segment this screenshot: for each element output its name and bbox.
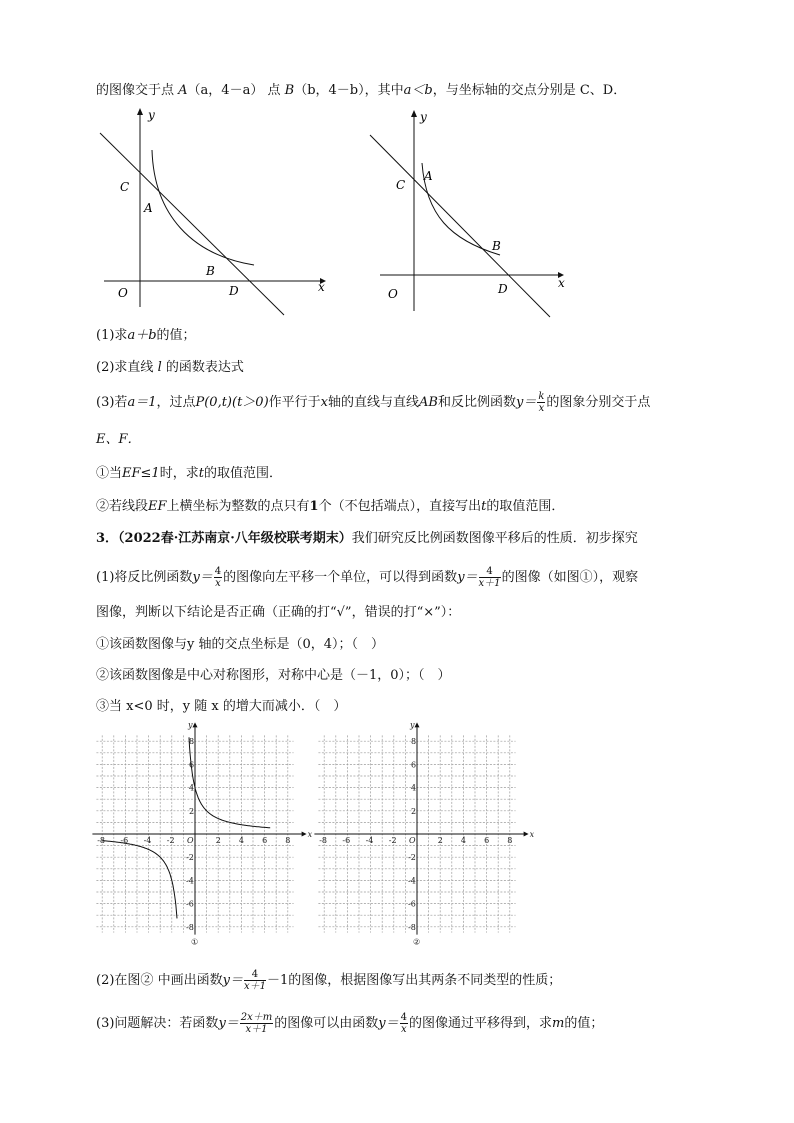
math-expr: a＝1 — [127, 395, 157, 410]
y-tick-label: -2 — [186, 853, 194, 863]
part-text: 的函数表达式 — [165, 360, 244, 375]
x-tick-label: 4 — [238, 836, 244, 845]
math-expr: y＝ — [378, 1016, 399, 1031]
math-expr: EF — [148, 499, 167, 514]
math-expr: 1 — [309, 499, 319, 514]
y-tick-label: 8 — [189, 737, 195, 747]
fraction — [400, 1012, 408, 1035]
x-arrow — [524, 832, 529, 837]
part-text: 的图像，根据图像写出其两条不同类型的性质； — [288, 973, 562, 988]
x-arrow — [302, 832, 307, 837]
math-expr: y＝ — [222, 973, 243, 988]
y-arrow — [411, 110, 417, 117]
part-text: 轴的直线与直线 — [328, 395, 420, 410]
part-text: 的图像通过平移得到，求 — [409, 1016, 553, 1031]
fraction — [214, 566, 222, 589]
part-text: ，过点 — [156, 395, 196, 410]
figure-caption: ② — [413, 937, 421, 947]
point-a-label: A — [144, 201, 153, 215]
q3-part3 — [96, 1012, 603, 1035]
math-expr: t — [481, 499, 487, 514]
condition-text: a＜b — [403, 83, 433, 98]
math-expr: EF≤1 — [122, 466, 160, 481]
y-tick-label: -6 — [186, 899, 194, 909]
fraction — [244, 969, 266, 992]
q2-part3 — [96, 391, 650, 414]
intro-text: ，与坐标轴的交点分别是 C、D． — [432, 83, 627, 98]
q3-part2 — [96, 969, 561, 992]
part-text: 中画出函数 — [157, 973, 223, 988]
fraction-numerator: 4 — [479, 566, 501, 578]
statement-text: ①该函数图像与y 轴的交点坐标是（0，4）；（ ） — [96, 637, 385, 652]
q3-part1 — [96, 566, 638, 589]
part-text: 求 — [114, 328, 128, 343]
math-expr: m — [552, 1016, 565, 1031]
math-expr: AB — [419, 395, 438, 410]
part-number: (1) — [96, 328, 115, 343]
part-text: 将反比例函数 — [114, 570, 193, 585]
y-arrow — [193, 722, 198, 727]
q3-statement-1 — [96, 636, 384, 654]
origin-label: O — [187, 836, 194, 845]
x-tick-label: 8 — [285, 836, 291, 845]
math-expr: t — [198, 466, 204, 481]
part-text: ②若线段 — [96, 499, 149, 514]
part-text: 作平行于 — [268, 395, 321, 410]
origin-label: O — [409, 836, 416, 845]
y-arrow — [137, 108, 143, 115]
question-title: 我们研究反比例函数图像平移后的性质．初步探究 — [351, 531, 638, 546]
figure-right — [360, 105, 580, 320]
q2-part1 — [96, 327, 196, 345]
x-tick-label: -2 — [166, 836, 175, 845]
y-axis-label: y — [410, 720, 415, 730]
point-c-label: C — [120, 180, 130, 194]
part-number: (3) — [96, 395, 115, 410]
origin-label: O — [388, 287, 398, 301]
y-tick-label: 2 — [411, 806, 417, 816]
intro-line — [96, 82, 626, 100]
part-text: 的图象分别交于点 — [546, 395, 651, 410]
y-tick-label: -6 — [408, 899, 416, 909]
x-axis-label: x — [558, 276, 565, 290]
y-tick-label: 4 — [411, 783, 417, 793]
x-tick-label: 6 — [262, 836, 268, 845]
fraction-denominator: x＋1 — [245, 1024, 268, 1035]
x-tick-label: 6 — [484, 836, 490, 845]
fraction-denominator: x＋1 — [243, 981, 266, 992]
fraction-denominator: x — [538, 403, 545, 414]
curve-branch-left — [102, 841, 177, 919]
math-expr: y＝ — [516, 395, 537, 410]
hyperbola-curve — [422, 163, 500, 255]
y-tick-label: -2 — [408, 853, 416, 863]
part-text: 和反比例函数 — [437, 395, 516, 410]
y-tick-label: -4 — [408, 876, 416, 886]
math-expr: －1 — [266, 973, 289, 988]
part-text: 的取值范围． — [203, 466, 282, 481]
x-tick-label: 2 — [215, 836, 221, 845]
point-b-label: B — [284, 83, 295, 98]
part-text: 的图像向左平移一个单位，可以得到函数 — [223, 570, 458, 585]
intro-text: 的图像交于点 — [96, 83, 175, 98]
x-tick-label: -4 — [365, 836, 374, 845]
part-text: 个（不包括端点），直接写出 — [318, 499, 482, 514]
q3-part1-cont — [96, 604, 460, 622]
fraction-numerator: k — [538, 391, 545, 402]
fraction — [240, 1012, 273, 1035]
point-b-label: B — [206, 264, 215, 278]
part-number: (3) — [96, 1016, 115, 1031]
fraction-denominator: x — [401, 1024, 407, 1035]
hyperbola-curve — [152, 150, 254, 265]
fraction-numerator: 4 — [244, 969, 266, 981]
part-number: (2) — [96, 973, 115, 988]
part-number: (1) — [96, 570, 115, 585]
x-tick-label: 4 — [460, 836, 466, 845]
part-text: 在图② — [114, 973, 154, 988]
y-axis-label: y — [188, 720, 193, 730]
point-a-coord: （a，4－a） — [187, 83, 264, 98]
part-number: (2) — [96, 360, 115, 375]
x-tick-label: -4 — [143, 836, 152, 845]
math-expr: l — [157, 360, 162, 375]
y-tick-label: 2 — [189, 806, 195, 816]
part-text: E、F． — [96, 432, 141, 447]
x-tick-label: 2 — [437, 836, 443, 845]
math-expr: y＝ — [192, 570, 213, 585]
fraction-numerator: 4 — [214, 566, 222, 577]
part-text: 上横坐标为整数的点只有 — [166, 499, 310, 514]
y-arrow — [415, 722, 420, 727]
q2-case1 — [96, 465, 282, 483]
y-tick-label: 4 — [189, 783, 195, 793]
part-text: 问题解决：若函数 — [114, 1016, 219, 1031]
part-text: 的图像可以由函数 — [274, 1016, 379, 1031]
q2-part2 — [96, 359, 244, 377]
x-tick-label: -6 — [120, 836, 129, 845]
math-expr: P(0,t)(t＞0) — [195, 395, 269, 410]
x-tick-label: -8 — [97, 836, 105, 845]
q3-header — [96, 530, 638, 548]
point-d-label: D — [229, 284, 239, 298]
x-axis-label: x — [529, 830, 535, 839]
q3-statement-2 — [96, 667, 451, 685]
point-a-label: A — [178, 83, 188, 98]
part-text: 求直线 — [114, 360, 154, 375]
x-tick-label: 8 — [507, 836, 513, 845]
math-expr: y＝ — [457, 570, 478, 585]
question-source: （2022春·江苏南京·八年级校联考期末） — [118, 531, 352, 546]
figure-left — [96, 105, 336, 310]
fraction — [537, 391, 545, 414]
x-axis-label: x — [318, 280, 325, 294]
math-expr: y＝ — [218, 1016, 239, 1031]
intro-text: 其中 — [377, 83, 404, 98]
grid-figure-2 — [319, 720, 537, 958]
y-tick-label: -8 — [408, 922, 416, 932]
part-text: 时，求 — [159, 466, 199, 481]
math-expr: a＋b — [127, 328, 157, 343]
fraction-numerator: 4 — [400, 1012, 408, 1023]
statement-text: ②该函数图像是中心对称图形，对称中心是（－1，0）；（ ） — [96, 668, 451, 683]
part-text: 的值； — [156, 328, 196, 343]
part-text: ①当 — [96, 466, 123, 481]
point-b-label: B — [492, 239, 501, 253]
x-tick-label: -8 — [319, 836, 327, 845]
fraction — [479, 566, 501, 589]
question-number: 3． — [96, 531, 119, 546]
math-expr: x — [320, 395, 329, 410]
y-axis-label: y — [420, 110, 427, 124]
y-tick-label: 8 — [411, 737, 417, 747]
q2-case2 — [96, 498, 564, 516]
intro-text: 点 — [267, 83, 281, 98]
y-tick-label: 6 — [411, 760, 417, 770]
part-text: 若 — [114, 395, 128, 410]
x-tick-label: -2 — [388, 836, 397, 845]
statement-text: ③当 x<0 时，y 随 x 的增大而减小．（ ） — [96, 699, 347, 714]
point-b-coord: （b，4－b）， — [294, 83, 378, 98]
figure-caption: ① — [191, 937, 199, 947]
y-tick-label: -8 — [186, 922, 194, 932]
part-text: 的图像（如图①），观察 — [501, 570, 639, 585]
x-tick-label: -6 — [342, 836, 351, 845]
y-axis-label: y — [148, 108, 155, 122]
point-d-label: D — [498, 282, 508, 296]
fraction-denominator: x＋1 — [478, 578, 501, 589]
q3-statement-3 — [96, 698, 346, 716]
part-text: 图像，判断以下结论是否正确（正确的打“√”，错误的打“×”）： — [96, 605, 461, 620]
part-text: 的取值范围． — [486, 499, 565, 514]
origin-label: O — [118, 286, 128, 300]
q2-part3-cont — [96, 431, 141, 449]
y-tick-label: 6 — [189, 760, 195, 770]
fraction-numerator: 2x＋m — [240, 1012, 273, 1023]
point-a-label: A — [424, 169, 433, 183]
y-tick-label: -4 — [186, 876, 194, 886]
point-c-label: C — [396, 178, 406, 192]
fraction-denominator: x — [215, 578, 221, 589]
grid-figure-1 — [97, 720, 315, 958]
part-text: 的值； — [564, 1016, 604, 1031]
x-axis-label: x — [307, 830, 313, 839]
